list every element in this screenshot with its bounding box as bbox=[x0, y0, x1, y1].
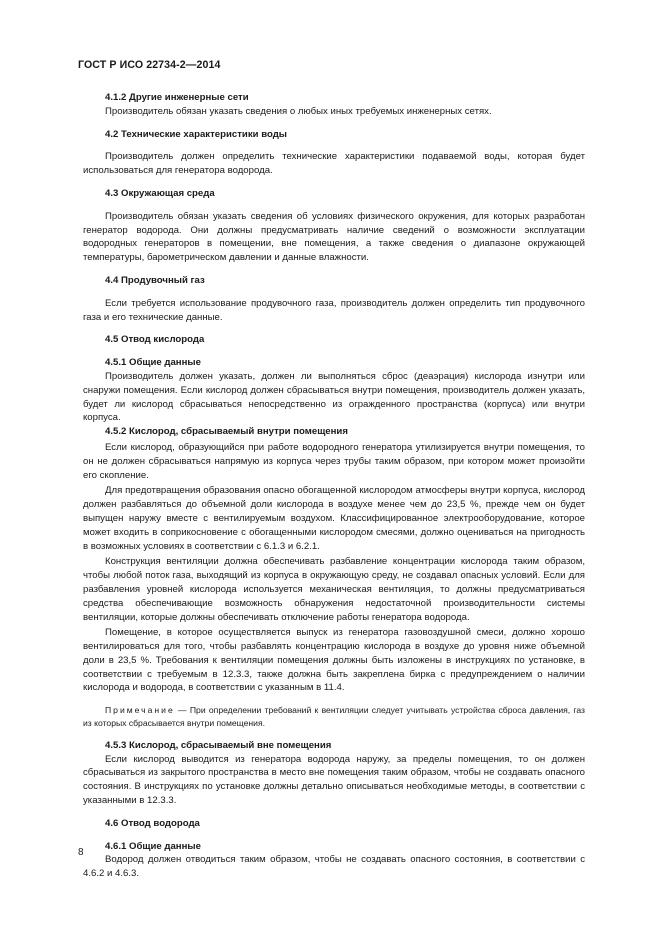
paragraph: Производитель обязан указать сведения о любых иных требуемых инженерных сетях. bbox=[105, 105, 492, 117]
note-label: Примечание bbox=[105, 705, 175, 716]
paragraph: Производитель должен указать, должен ли выполняться сброс (деаэрация) кислорода изнутри или снаружи помещения. Если кислород должен сбрасываться внутри помещения, производитель должен указать, будет ли кислород сбрасываться непосредственно из огражденного пространства (корпуса) или внутри корпуса. bbox=[83, 370, 585, 424]
paragraph: Если кислород выводится из генератора водорода наружу, за пределы помещения, то он должен сбрасываться из закрытого пространства в место вне помещения таким образом, чтобы не создавать опасного состояния. В инструкциях по установке должны детально описываться необходимые методы, в соответствии с указанными в 12.3.3. bbox=[83, 753, 585, 807]
section-heading: 4.1.2 Другие инженерные сети bbox=[105, 92, 249, 103]
paragraph: Помещение, в которое осуществляется выпуск из генератора газовоздушной смеси, должно хорошо вентилироваться для того, чтобы разбавлять концентрацию кислорода в воздухе до уровня ниже объемной доли в 23,5 %. Требования к вентиляции помещения должны быть изложены в инструкциях по установке, в соответствии с требуемым в 12.3.3, также должна быть закреплена бирка с предупреждением о наличии кислорода и водорода, в соответствии с указанным в 11.4. bbox=[83, 627, 585, 694]
subsection-heading: 4.6.1 Общие данные bbox=[105, 840, 201, 852]
note-text: — При определении требований к вентиляции следует учитывать устройства сброса давления, газ из которых сбрасывается внутри помещения. bbox=[83, 705, 585, 729]
note bbox=[83, 704, 585, 730]
document-header: ГОСТ Р ИСО 22734-2—2014 bbox=[78, 59, 221, 71]
paragraph: Для предотвращения образования опасно обогащенной кислородом атмосферы внутри корпуса, кислород должен разбавляться до объемной доли кислорода в воздухе менее чем до 23,5 %, прежде чем он будет выпущен наружу вместе с вентилируемым воздухом. Классифицированное электрооборудование, которое может входить в соприкосновение с обогащенными кислородом смесями, должно оцениваться на пригодность в возможных условиях в соответствии с 6.1.3 и 6.2.1. bbox=[83, 485, 585, 552]
section-heading: 4.5 Отвод кислорода bbox=[105, 334, 205, 346]
section-heading: 4.3 Окружающая среда bbox=[105, 187, 215, 199]
paragraph: Производитель должен определить технические характеристики подаваемой воды, которая будет использоваться для генератора водорода. bbox=[83, 151, 585, 177]
section-heading: 4.2 Технические характеристики воды bbox=[105, 128, 287, 140]
paragraph: Конструкция вентиляции должна обеспечивать разбавление концентрации кислорода таким образом, чтобы любой поток газа, выходящий из корпуса в окружающую среду, не создавал опасных условий. Если для разбавления уровней кислорода используется механическая вентиляция, то должны предусматриваться средства обеспечивающие возможность обнаружения недостаточной производительности системы вентиляции, которые должны обеспечивать отключение работы генератора водорода. bbox=[83, 556, 585, 623]
paragraph: Водород должен отводиться таким образом, чтобы не создавать опасного состояния, в соответствии с 4.6.2 и 4.6.3. bbox=[83, 854, 585, 880]
subsection-heading: 4.5.3 Кислород, сбрасываемый вне помещения bbox=[105, 739, 332, 751]
paragraph: Если кислород, образующийся при работе водородного генератора утилизируется внутри помещения, то он не должен сбрасываться напрямую из корпуса через трубы таким образом, при котором может произойти его скопление. bbox=[83, 441, 585, 481]
paragraph: Если требуется использование продувочного газа, производитель должен определить тип продувочного газа и его технические данные. bbox=[83, 297, 585, 323]
page-number: 8 bbox=[78, 847, 84, 858]
page-body bbox=[83, 91, 585, 881]
paragraph: Производитель обязан указать сведения об условиях физического окружения, для которых разработан генератор водорода. Они должны предусматривать наличие сведений о возможности эксплуатации водородных генераторов в помещении, вне помещения, а также сведения о диапазоне окружающей температуры, барометрическом давлении и данные влажности. bbox=[83, 210, 585, 264]
subsection-heading: 4.5.2 Кислород, сбрасываемый внутри помещения bbox=[105, 426, 348, 438]
section-heading: 4.6 Отвод водорода bbox=[105, 817, 200, 829]
subsection-heading: 4.5.1 Общие данные bbox=[105, 357, 201, 369]
section-heading: 4.4 Продувочный газ bbox=[105, 274, 205, 286]
